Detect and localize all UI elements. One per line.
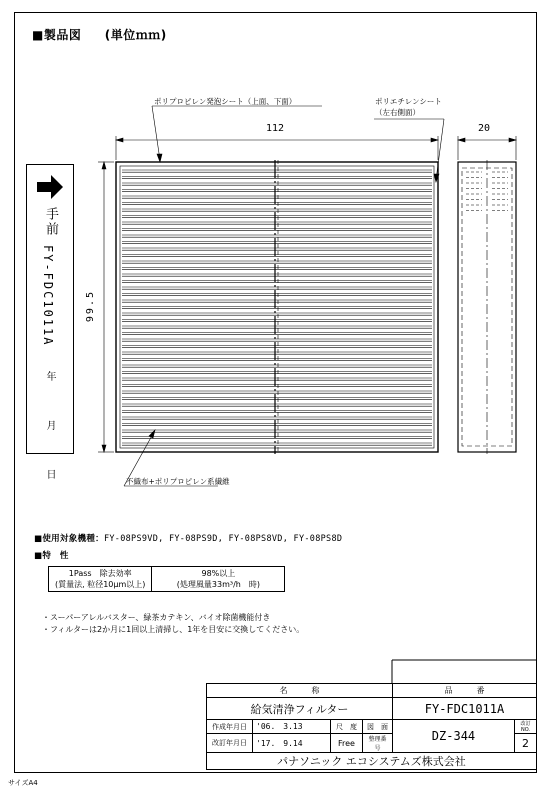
page-title: ■製品図 (単位ｍｍ) [32,28,167,42]
callout-nonwoven: 不織布+ポリプロピレン系繊維 [126,477,230,486]
callout-pp-sheet: ポリプロピレン発泡シート（上面、下面） [154,97,297,106]
product-number: FY-FDC1011A [393,698,537,720]
callout-pe-sheet-line1: ポリエチレンシート [375,97,442,106]
company-name: パナソニック エコシステムズ株式会社 [207,753,537,770]
number-header: 品 番 [393,684,537,698]
callout-pe-sheet-line2: （左右側面） [375,108,420,117]
product-name: 給気清浄フィルター [207,698,393,720]
width-dimension: 112 [266,123,285,134]
bullet-1: ・スーパーアレルバスター、緑茶カテキン、バイオ除菌機能付き [42,613,271,622]
name-header: 名 称 [207,684,393,698]
features-label: ■特 性 [34,551,69,561]
title-block: 名 称 品 番 給気清浄フィルター FY-FDC1011A 作成年月日 '06. 3.13 尺 度 図 面 DZ-344 改訂NO. 改訂年月日 '17. 9.14 Free 整理番号 2 パナソニック エコシステムズ株式会社 [206,683,537,770]
drawing-number: DZ-344 [393,720,515,753]
sheet-size: サイズA4 [8,779,38,787]
bullet-2: ・フィルターは2か月に1回以上清掃し、1年を目安に交換してください。 [42,625,305,634]
compat-models: ■使用対象機種：FY-08PS9VD, FY-08PS9D, FY-08PS8VD, FY-08PS8D [34,534,343,544]
height-dimension: 99.5 [85,290,96,323]
performance-table: 1Pass 除去効率 (質量法, 粒径10μm以上) 98%以上 (処理風量33m³/h 時) [48,566,285,592]
depth-dimension: 20 [478,123,491,134]
side-label-model: FY-FDC1011A [41,245,55,347]
side-label-date: 年 月 日 [44,371,55,498]
side-label-front: 手前 [43,207,58,237]
